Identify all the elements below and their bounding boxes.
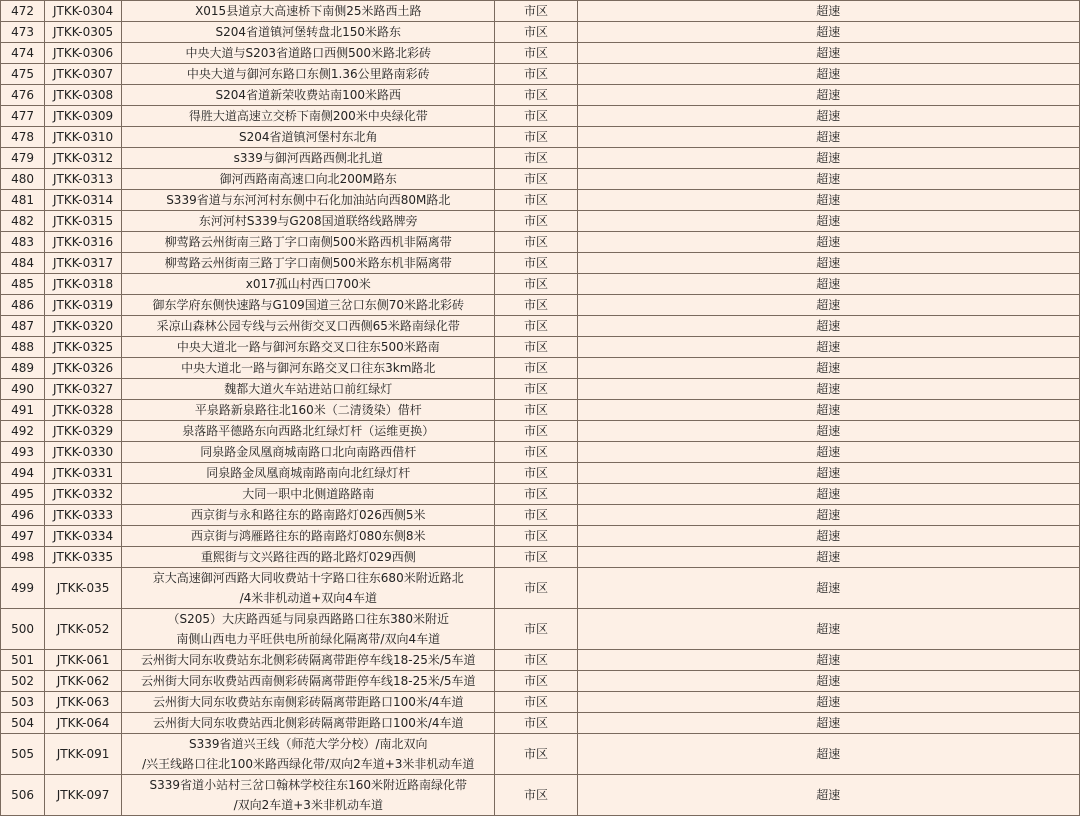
location-line: 东河河村S339与G208国道联络线路牌旁	[198, 214, 418, 228]
location-line: S204省道镇河堡转盘北150米路东	[215, 25, 401, 39]
location-cell	[122, 64, 495, 85]
device-code-cell: JTKK-0318	[45, 274, 122, 295]
table-row	[1, 400, 1080, 421]
location-line: 中央大道北一路与御河东路交叉口往东3km路北	[181, 361, 436, 375]
location-line: 中央大道与S203省道路口西侧500米路北彩砖	[185, 46, 431, 60]
location-cell	[122, 106, 495, 127]
device-code-cell: JTKK-0326	[45, 358, 122, 379]
row-number-cell: 484	[1, 253, 45, 274]
row-number-cell: 490	[1, 379, 45, 400]
location-line: S204省道镇河堡村东北角	[239, 130, 378, 144]
area-cell: 市区	[495, 400, 577, 421]
violation-type-cell: 超速	[577, 692, 1080, 713]
area-cell: 市区	[495, 148, 577, 169]
row-number-cell: 482	[1, 211, 45, 232]
area-cell: 市区	[495, 526, 577, 547]
violation-type-cell: 超速	[577, 609, 1080, 650]
violation-type-cell: 超速	[577, 442, 1080, 463]
location-cell	[122, 85, 495, 106]
device-code-cell: JTKK-062	[45, 671, 122, 692]
violation-type-cell: 超速	[577, 775, 1080, 816]
table-row	[1, 337, 1080, 358]
row-number-cell: 505	[1, 734, 45, 775]
location-cell	[122, 274, 495, 295]
table-row	[1, 106, 1080, 127]
violation-type-cell: 超速	[577, 650, 1080, 671]
table-row	[1, 568, 1080, 609]
row-number-cell: 499	[1, 568, 45, 609]
table-row	[1, 484, 1080, 505]
device-code-cell: JTKK-064	[45, 713, 122, 734]
table-row	[1, 274, 1080, 295]
location-line: S339省道小站村三岔口翰林学校往东160米附近路南绿化带	[149, 778, 467, 792]
location-cell	[122, 650, 495, 671]
location-cell	[122, 713, 495, 734]
table-row	[1, 127, 1080, 148]
location-cell	[122, 692, 495, 713]
location-cell	[122, 568, 495, 609]
location-cell	[122, 169, 495, 190]
row-number-cell: 503	[1, 692, 45, 713]
location-line: 南侧山西电力平旺供电所前绿化隔离带/双向4车道	[176, 632, 441, 646]
location-line: S339省道兴王线（师范大学分校）/南北双向	[188, 737, 428, 751]
location-line: 御东学府东侧快速路与G109国道三岔口东侧70米路北彩砖	[152, 298, 464, 312]
table-row	[1, 775, 1080, 816]
device-code-cell: JTKK-0334	[45, 526, 122, 547]
violation-type-cell: 超速	[577, 190, 1080, 211]
location-cell	[122, 253, 495, 274]
device-code-cell: JTKK-0305	[45, 22, 122, 43]
location-cell	[122, 775, 495, 816]
area-cell: 市区	[495, 650, 577, 671]
row-number-cell: 495	[1, 484, 45, 505]
violation-type-cell: 超速	[577, 358, 1080, 379]
area-cell: 市区	[495, 64, 577, 85]
location-line: 云州街大同东收费站西北侧彩砖隔离带距路口100米/4车道	[152, 716, 464, 730]
violation-type-cell: 超速	[577, 43, 1080, 64]
area-cell: 市区	[495, 568, 577, 609]
row-number-cell: 491	[1, 400, 45, 421]
violation-type-cell: 超速	[577, 253, 1080, 274]
row-number-cell: 488	[1, 337, 45, 358]
row-number-cell: 474	[1, 43, 45, 64]
row-number-cell: 502	[1, 671, 45, 692]
table-row	[1, 526, 1080, 547]
violation-type-cell: 超速	[577, 337, 1080, 358]
table-row	[1, 85, 1080, 106]
table-row	[1, 505, 1080, 526]
location-cell	[122, 295, 495, 316]
location-cell	[122, 127, 495, 148]
violation-type-cell: 超速	[577, 400, 1080, 421]
area-cell: 市区	[495, 484, 577, 505]
device-code-cell: JTKK-0304	[45, 1, 122, 22]
location-line: 采凉山森林公园专线与云州街交叉口西侧65米路南绿化带	[156, 319, 460, 333]
location-line: 中央大道北一路与御河东路交叉口往东500米路南	[176, 340, 440, 354]
device-code-cell: JTKK-0310	[45, 127, 122, 148]
location-line: （S205）大庆路西延与同泉西路路口往东380米附近	[167, 612, 449, 626]
violation-type-cell: 超速	[577, 127, 1080, 148]
location-cell	[122, 1, 495, 22]
area-cell: 市区	[495, 232, 577, 253]
violation-type-cell: 超速	[577, 463, 1080, 484]
row-number-cell: 493	[1, 442, 45, 463]
device-code-cell: JTKK-0320	[45, 316, 122, 337]
device-code-cell: JTKK-052	[45, 609, 122, 650]
violation-type-cell: 超速	[577, 106, 1080, 127]
table-row	[1, 1, 1080, 22]
device-code-cell: JTKK-0329	[45, 421, 122, 442]
location-cell	[122, 316, 495, 337]
violation-type-cell: 超速	[577, 1, 1080, 22]
row-number-cell: 478	[1, 127, 45, 148]
area-cell: 市区	[495, 421, 577, 442]
row-number-cell: 472	[1, 1, 45, 22]
device-code-cell: JTKK-0319	[45, 295, 122, 316]
area-cell: 市区	[495, 734, 577, 775]
row-number-cell: 483	[1, 232, 45, 253]
row-number-cell: 492	[1, 421, 45, 442]
violation-type-cell: 超速	[577, 316, 1080, 337]
violation-type-cell: 超速	[577, 484, 1080, 505]
row-number-cell: 497	[1, 526, 45, 547]
area-cell: 市区	[495, 547, 577, 568]
table-row	[1, 442, 1080, 463]
location-line: 大同一职中北侧道路路南	[242, 487, 375, 501]
table-row	[1, 148, 1080, 169]
device-code-cell: JTKK-0332	[45, 484, 122, 505]
location-line: /双向2车道+3米非机动车道	[233, 798, 383, 812]
violation-type-cell: 超速	[577, 22, 1080, 43]
row-number-cell: 498	[1, 547, 45, 568]
area-cell: 市区	[495, 190, 577, 211]
area-cell: 市区	[495, 442, 577, 463]
table-row	[1, 692, 1080, 713]
location-line: 泉落路平德路东向西路北红绿灯杆（运维更换）	[182, 424, 435, 438]
table-row	[1, 379, 1080, 400]
location-cell	[122, 148, 495, 169]
location-cell	[122, 337, 495, 358]
location-line: 平泉路新泉路往北160米（二清烫染）借杆	[194, 403, 422, 417]
row-number-cell: 489	[1, 358, 45, 379]
area-cell: 市区	[495, 43, 577, 64]
row-number-cell: 479	[1, 148, 45, 169]
table-row	[1, 295, 1080, 316]
table-row	[1, 713, 1080, 734]
location-line: 魏都大道火车站进站口前红绿灯	[224, 382, 393, 396]
row-number-cell: 475	[1, 64, 45, 85]
row-number-cell: 485	[1, 274, 45, 295]
row-number-cell: 500	[1, 609, 45, 650]
row-number-cell: 486	[1, 295, 45, 316]
area-cell: 市区	[495, 253, 577, 274]
area-cell: 市区	[495, 85, 577, 106]
table-row	[1, 671, 1080, 692]
area-cell: 市区	[495, 692, 577, 713]
location-cell	[122, 358, 495, 379]
area-cell: 市区	[495, 22, 577, 43]
table-row	[1, 169, 1080, 190]
area-cell: 市区	[495, 106, 577, 127]
area-cell: 市区	[495, 337, 577, 358]
violation-type-cell: 超速	[577, 169, 1080, 190]
device-code-cell: JTKK-0328	[45, 400, 122, 421]
location-line: 云州街大同东收费站东南侧彩砖隔离带距路口100米/4车道	[152, 695, 464, 709]
area-cell: 市区	[495, 609, 577, 650]
device-code-cell: JTKK-061	[45, 650, 122, 671]
location-cell	[122, 400, 495, 421]
location-cell	[122, 547, 495, 568]
device-code-cell: JTKK-0327	[45, 379, 122, 400]
device-code-cell: JTKK-035	[45, 568, 122, 609]
area-cell: 市区	[495, 274, 577, 295]
violation-type-cell: 超速	[577, 505, 1080, 526]
row-number-cell: 496	[1, 505, 45, 526]
row-number-cell: 476	[1, 85, 45, 106]
violation-type-cell: 超速	[577, 85, 1080, 106]
violation-type-cell: 超速	[577, 274, 1080, 295]
location-cell	[122, 379, 495, 400]
device-code-cell: JTKK-0312	[45, 148, 122, 169]
device-code-cell: JTKK-0315	[45, 211, 122, 232]
table-row	[1, 253, 1080, 274]
row-number-cell: 477	[1, 106, 45, 127]
area-cell: 市区	[495, 671, 577, 692]
location-line: 中央大道与御河东路口东侧1.36公里路南彩砖	[186, 67, 430, 81]
table-row	[1, 316, 1080, 337]
violation-type-cell: 超速	[577, 295, 1080, 316]
location-line: 西京街与永和路往东的路南路灯026西侧5米	[190, 508, 426, 522]
table-row	[1, 22, 1080, 43]
row-number-cell: 480	[1, 169, 45, 190]
area-cell: 市区	[495, 713, 577, 734]
location-cell	[122, 43, 495, 64]
location-cell	[122, 609, 495, 650]
device-code-cell: JTKK-0335	[45, 547, 122, 568]
device-code-cell: JTKK-0308	[45, 85, 122, 106]
device-code-cell: JTKK-063	[45, 692, 122, 713]
violation-type-cell: 超速	[577, 421, 1080, 442]
table-row	[1, 211, 1080, 232]
table-row	[1, 43, 1080, 64]
violation-type-cell: 超速	[577, 547, 1080, 568]
device-code-cell: JTKK-0333	[45, 505, 122, 526]
violation-type-cell: 超速	[577, 713, 1080, 734]
location-line: 得胜大道高速立交桥下南侧200米中央绿化带	[188, 109, 428, 123]
location-cell	[122, 526, 495, 547]
device-code-cell: JTKK-0306	[45, 43, 122, 64]
location-cell	[122, 463, 495, 484]
area-cell: 市区	[495, 505, 577, 526]
device-code-cell: JTKK-0309	[45, 106, 122, 127]
device-code-cell: JTKK-0331	[45, 463, 122, 484]
location-cell	[122, 484, 495, 505]
row-number-cell: 487	[1, 316, 45, 337]
table-body	[1, 1, 1080, 816]
device-code-cell: JTKK-0317	[45, 253, 122, 274]
device-code-cell: JTKK-0313	[45, 169, 122, 190]
location-line: /4米非机动道+双向4车道	[239, 591, 377, 605]
table-row	[1, 421, 1080, 442]
row-number-cell: 473	[1, 22, 45, 43]
location-line: 柳莺路云州街南三路丁字口南侧500米路西机非隔离带	[164, 235, 452, 249]
violation-type-cell: 超速	[577, 211, 1080, 232]
violation-type-cell: 超速	[577, 232, 1080, 253]
table-row	[1, 734, 1080, 775]
location-cell	[122, 190, 495, 211]
location-cell	[122, 211, 495, 232]
table-row	[1, 609, 1080, 650]
location-line: 西京街与鸿雁路往东的路南路灯080东侧8米	[190, 529, 426, 543]
location-line: 同泉路金凤凰商城南路南向北红绿灯杆	[206, 466, 411, 480]
location-line: S204省道新荣收费站南100米路西	[215, 88, 401, 102]
table-row	[1, 232, 1080, 253]
area-cell: 市区	[495, 127, 577, 148]
location-cell	[122, 505, 495, 526]
location-cell	[122, 734, 495, 775]
location-line: 京大高速御河西路大同收费站十字路口往东680米附近路北	[152, 571, 464, 585]
row-number-cell: 504	[1, 713, 45, 734]
location-cell	[122, 421, 495, 442]
area-cell: 市区	[495, 169, 577, 190]
violation-type-cell: 超速	[577, 64, 1080, 85]
device-code-cell: JTKK-0325	[45, 337, 122, 358]
violation-type-cell: 超速	[577, 671, 1080, 692]
location-cell	[122, 232, 495, 253]
violation-type-cell: 超速	[577, 526, 1080, 547]
device-code-cell: JTKK-0316	[45, 232, 122, 253]
location-line: S339省道与东河河村东侧中石化加油站向西80M路北	[166, 193, 451, 207]
row-number-cell: 506	[1, 775, 45, 816]
location-line: 柳莺路云州街南三路丁字口南侧500米路东机非隔离带	[164, 256, 452, 270]
row-number-cell: 481	[1, 190, 45, 211]
table-row	[1, 190, 1080, 211]
location-line: 御河西路南高速口向北200M路东	[219, 172, 397, 186]
table-row	[1, 64, 1080, 85]
table-row	[1, 463, 1080, 484]
row-number-cell: 494	[1, 463, 45, 484]
device-code-cell: JTKK-0314	[45, 190, 122, 211]
location-cell	[122, 442, 495, 463]
location-line: X015县道京大高速桥下南侧25米路西土路	[195, 4, 422, 18]
area-cell: 市区	[495, 463, 577, 484]
device-code-cell: JTKK-091	[45, 734, 122, 775]
location-line: /兴王线路口往北100米路西绿化带/双向2车道+3米非机动车道	[142, 757, 475, 771]
violation-type-cell: 超速	[577, 148, 1080, 169]
violation-type-cell: 超速	[577, 379, 1080, 400]
location-line: 重熙街与文兴路往西的路北路灯029西侧	[200, 550, 416, 564]
location-line: 云州街大同东收费站西南侧彩砖隔离带距停车线18-25米/5车道	[140, 674, 476, 688]
violation-type-cell: 超速	[577, 568, 1080, 609]
location-cell	[122, 22, 495, 43]
location-line: 云州街大同东收费站东北侧彩砖隔离带距停车线18-25米/5车道	[140, 653, 476, 667]
area-cell: 市区	[495, 775, 577, 816]
area-cell: 市区	[495, 1, 577, 22]
table-row	[1, 650, 1080, 671]
location-line: 同泉路金凤凰商城南路口北向南路西借杆	[200, 445, 417, 459]
table-row	[1, 547, 1080, 568]
area-cell: 市区	[495, 358, 577, 379]
area-cell: 市区	[495, 379, 577, 400]
row-number-cell: 501	[1, 650, 45, 671]
area-cell: 市区	[495, 211, 577, 232]
device-code-cell: JTKK-0330	[45, 442, 122, 463]
device-code-cell: JTKK-097	[45, 775, 122, 816]
table-row	[1, 358, 1080, 379]
location-line: x017孤山村西口700米	[245, 277, 371, 291]
area-cell: 市区	[495, 295, 577, 316]
location-cell	[122, 671, 495, 692]
violation-type-cell: 超速	[577, 734, 1080, 775]
area-cell: 市区	[495, 316, 577, 337]
device-code-cell: JTKK-0307	[45, 64, 122, 85]
location-line: s339与御河西路西侧北扎道	[233, 151, 383, 165]
